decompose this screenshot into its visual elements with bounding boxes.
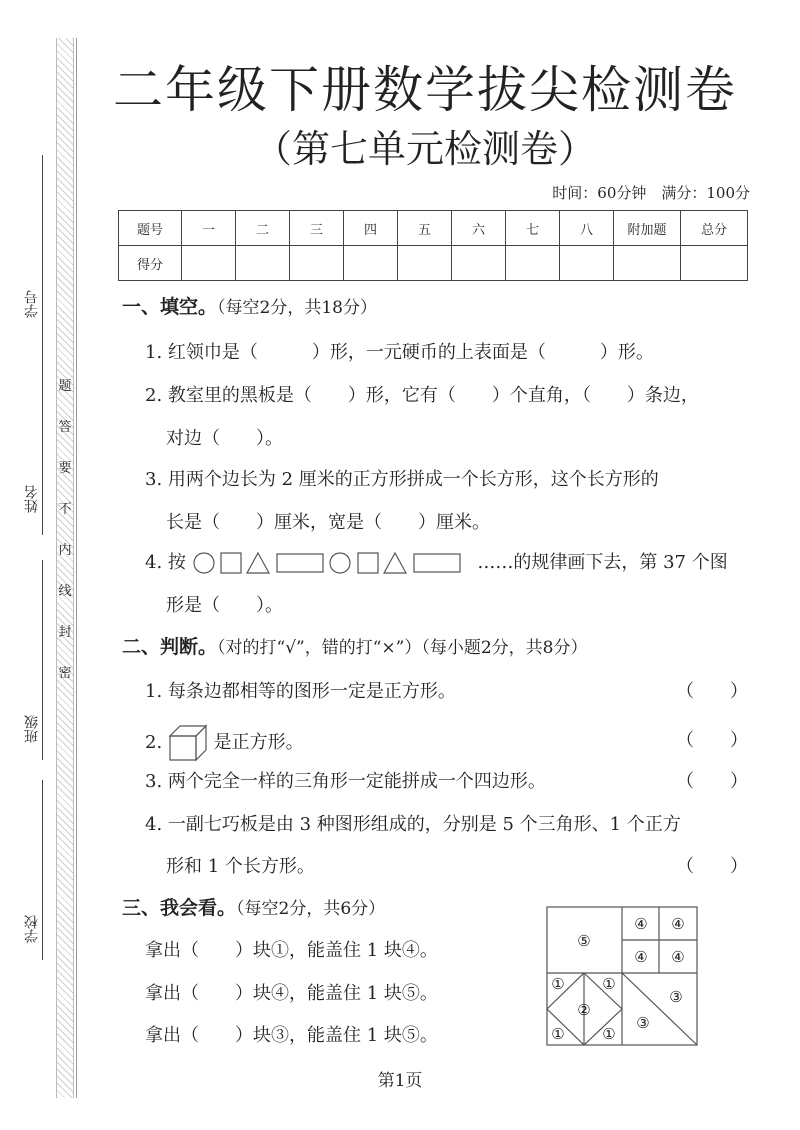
seal-char: 封 [58, 625, 72, 640]
table-cell: 二 [236, 211, 290, 246]
table-cell: 题号 [119, 211, 182, 246]
table-cell: 附加题 [614, 211, 681, 246]
piece-label-one: ① [551, 1025, 565, 1043]
seal-notice [58, 380, 72, 708]
score-cell[interactable] [344, 246, 398, 281]
piece-label-three: ③ [636, 1014, 650, 1032]
look-question-2: 拿出（ ）块④，能盖住 1 块⑤。 [145, 983, 438, 1004]
table-cell: 得分 [119, 246, 182, 281]
judge-question-3: 3. 两个完全一样的三角形一定能拼成一个四边形。 [145, 771, 546, 792]
score-table [118, 210, 748, 281]
piece-label-four: ④ [671, 915, 685, 933]
class-label: 班级 [24, 715, 40, 743]
section-3-title: 三、我会看。 [122, 897, 237, 919]
piece-label-one: ① [602, 975, 616, 993]
section-3-note: （每空2分，共6分） [236, 899, 386, 919]
page-number: 第1页 [377, 1071, 423, 1091]
score-cell[interactable] [398, 246, 452, 281]
question-1-3-cont: 长是（ ）厘米，宽是（ ）厘米。 [166, 512, 490, 533]
tangram-figure [546, 906, 698, 1046]
table-cell: 八 [560, 211, 614, 246]
question-1-4-prefix: 4. 按 [145, 552, 186, 573]
table-cell: 一 [182, 211, 236, 246]
section-2-title: 二、判断。 [122, 636, 218, 658]
shape-pattern-figure [192, 551, 472, 575]
table-cell: 四 [344, 211, 398, 246]
section-1-title: 一、填空。 [122, 296, 218, 318]
answer-paren[interactable]: （ ） [676, 856, 748, 877]
section-2-heading [122, 632, 588, 659]
section-1-note: （每空2分，共18分） [217, 298, 377, 318]
judge-question-2 [145, 724, 304, 762]
piece-label-four: ④ [634, 948, 648, 966]
answer-paren[interactable]: （ ） [676, 771, 748, 792]
question-1-4-cont: 形是（ ）。 [166, 595, 283, 616]
score-cell[interactable] [614, 246, 681, 281]
section-3-heading [122, 893, 385, 920]
table-cell: 五 [398, 211, 452, 246]
table-cell: 总分 [681, 211, 748, 246]
piece-label-one: ① [551, 975, 565, 993]
class-field[interactable] [42, 560, 43, 760]
binding-margin [0, 0, 90, 1130]
table-cell: 六 [452, 211, 506, 246]
page-subtitle: （第七单元检测卷） [253, 127, 596, 171]
cube-icon [168, 724, 208, 762]
question-1-1: 1. 红领巾是（ ）形，一元硬币的上表面是（ ）形。 [145, 342, 654, 363]
table-cell: 七 [506, 211, 560, 246]
piece-label-three: ③ [669, 988, 683, 1006]
school-label: 学校 [24, 915, 40, 943]
seal-char: 线 [58, 584, 72, 599]
question-1-4 [145, 548, 728, 575]
piece-label-one: ① [602, 1025, 616, 1043]
name-field[interactable] [42, 335, 43, 535]
table-cell: 三 [290, 211, 344, 246]
question-1-4-suffix: ……的规律画下去，第 37 个图 [477, 552, 728, 573]
score-cell[interactable] [560, 246, 614, 281]
judge-question-2-text: 是正方形。 [213, 732, 304, 753]
score-cell[interactable] [452, 246, 506, 281]
section-1-heading [122, 292, 377, 319]
seal-char: 题 [58, 379, 72, 394]
answer-paren[interactable]: （ ） [676, 681, 748, 702]
question-1-3: 3. 用两个边长为 2 厘米的正方形拼成一个长方形，这个长方形的 [145, 469, 659, 490]
name-label: 姓名 [24, 485, 40, 513]
judge-question-2-num: 2. [145, 732, 163, 753]
judge-question-4: 4. 一副七巧板是由 3 种图形组成的，分别是 5 个三角形、1 个正方 [145, 814, 681, 835]
score-cell[interactable] [236, 246, 290, 281]
student-id-field[interactable] [42, 155, 43, 340]
time-score-info: 时间：60分钟 满分：100分 [552, 184, 750, 202]
piece-label-four: ④ [671, 948, 685, 966]
student-id-label: 学号 [24, 290, 40, 318]
seal-char: 密 [58, 666, 72, 681]
binding-line [76, 38, 77, 1098]
question-1-2: 2. 教室里的黑板是（ ）形，它有（ ）个直角，（ ）条边， [145, 385, 699, 406]
score-table-header-row [119, 211, 748, 246]
look-question-3: 拿出（ ）块③，能盖住 1 块⑤。 [145, 1025, 438, 1046]
seal-char: 要 [58, 461, 72, 476]
piece-label-four: ④ [634, 915, 648, 933]
seal-char: 不 [58, 502, 72, 517]
score-cell[interactable] [290, 246, 344, 281]
judge-question-4-cont: 形和 1 个长方形。 [166, 856, 315, 877]
judge-question-1: 1. 每条边都相等的图形一定是正方形。 [145, 681, 456, 702]
seal-char: 内 [58, 543, 72, 558]
section-2-note: （对的打“√”，错的打“×”）（每小题2分，共8分） [217, 638, 588, 658]
score-table-score-row [119, 246, 748, 281]
piece-label-two: ② [577, 1001, 591, 1019]
score-cell[interactable] [681, 246, 748, 281]
look-question-1: 拿出（ ）块①，能盖住 1 块④。 [145, 940, 438, 961]
piece-label-five: ⑤ [577, 932, 591, 950]
question-1-2-cont: 对边（ ）。 [166, 428, 283, 449]
seal-char: 答 [58, 420, 72, 435]
score-cell[interactable] [182, 246, 236, 281]
score-cell[interactable] [506, 246, 560, 281]
answer-paren[interactable]: （ ） [676, 730, 748, 751]
page-title: 二年级下册数学拔尖检测卷 [113, 61, 737, 119]
school-field[interactable] [42, 780, 43, 960]
